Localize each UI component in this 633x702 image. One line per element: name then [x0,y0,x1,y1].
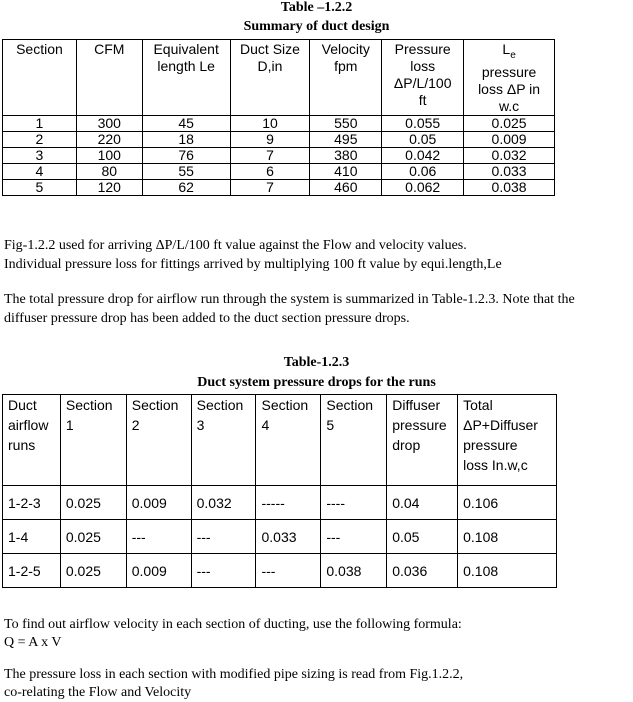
table-row [3,164,555,180]
header-equivalent-length: Equivalent length Le [142,40,230,116]
table-row [3,486,557,520]
duct-system-pressure-drops-table [2,394,557,588]
cell-section-1: 0.025 [60,554,126,588]
cell-duct-size: 7 [230,180,310,196]
header-duct-size: Duct Size D,in [230,40,310,116]
cell-section-3: --- [191,520,256,554]
table-row [3,132,555,148]
cell-diffuser-drop: 0.036 [387,554,458,588]
header-section-3: Section 3 [191,395,256,486]
table-row [3,116,555,132]
cell-pressure-loss: 0.009 [464,132,555,148]
header-section-5: Section 5 [321,395,387,486]
cell-velocity: 410 [310,164,382,180]
cell-velocity: 495 [310,132,382,148]
cell-pressure-loss-100ft: 0.062 [382,180,464,196]
cell-pressure-loss-100ft: 0.042 [382,148,464,164]
paragraph-fig-usage-line2: Individual pressure loss for fittings arrived by multiplying 100 ft value by equi.length,Le [4,257,502,272]
cell-section-2: 0.009 [126,486,191,520]
cell-velocity: 460 [310,180,382,196]
table2-header-row [3,395,557,486]
cell-pressure-loss-100ft: 0.05 [382,132,464,148]
duct-design-summary-table [2,39,555,196]
header-total-pressure-loss: Total ΔP+Diffuser pressure loss In.w,c [458,395,557,486]
cell-pressure-loss: 0.033 [464,164,555,180]
cell-cfm: 300 [76,116,142,132]
paragraph-pressure-loss-line2: co-relating the Flow and Velocity [4,685,192,700]
paragraph-formula: Q = A x V [4,635,62,650]
cell-section: 5 [3,180,77,196]
header-section: Section [3,40,77,116]
table-row [3,148,555,164]
cell-section: 3 [3,148,77,164]
table2-subtitle: Duct system pressure drops for the runs [197,375,436,390]
header-section-pressure-loss: $L_e$ pressure loss ΔP in w.c [464,40,555,116]
cell-velocity: 550 [310,116,382,132]
cell-total-loss: 0.108 [458,520,557,554]
cell-total-loss: 0.108 [458,554,557,588]
table2-title: Table-1.2.3 [283,355,350,370]
cell-section-4: --- [256,554,321,588]
cell-cfm: 80 [76,164,142,180]
table-row [3,520,557,554]
cell-section-2: --- [126,520,191,554]
cell-section-5: ---- [321,486,387,520]
cell-duct-size: 10 [230,116,310,132]
paragraph-total-pressure-line1: The total pressure drop for airflow run through the system is summarized in Table-1.2.3. Note that the [4,292,575,307]
header-duct-airflow-runs: Duct airflow runs [3,395,61,486]
cell-duct-size: 7 [230,148,310,164]
cell-section-3: 0.032 [191,486,256,520]
cell-total-loss: 0.106 [458,486,557,520]
cell-equivalent-length: 62 [142,180,230,196]
cell-equivalent-length: 45 [142,116,230,132]
header-cfm: CFM [76,40,142,116]
cell-section-5: 0.038 [321,554,387,588]
cell-pressure-loss: 0.032 [464,148,555,164]
cell-pressure-loss: 0.025 [464,116,555,132]
cell-cfm: 100 [76,148,142,164]
cell-equivalent-length: 76 [142,148,230,164]
cell-cfm: 220 [76,132,142,148]
cell-velocity: 380 [310,148,382,164]
cell-diffuser-drop: 0.05 [387,520,458,554]
cell-equivalent-length: 55 [142,164,230,180]
header-pressure-loss-per-100ft: Pressure loss ΔP/L/100 ft [382,40,464,116]
header-velocity: Velocity fpm [310,40,382,116]
cell-section: 4 [3,164,77,180]
cell-section-4: 0.033 [256,520,321,554]
cell-section-5: --- [321,520,387,554]
cell-duct-size: 6 [230,164,310,180]
paragraph-formula-intro: To find out airflow velocity in each section of ducting, use the following formula: [4,617,462,632]
cell-cfm: 120 [76,180,142,196]
table1-subtitle: Summary of duct design [243,19,390,34]
paragraph-pressure-loss-line1: The pressure loss in each section with modified pipe sizing is read from Fig.1.2.2, [4,667,464,682]
cell-run: 1-2-3 [3,486,61,520]
cell-pressure-loss: 0.038 [464,180,555,196]
cell-section-1: 0.025 [60,520,126,554]
paragraph-fig-usage-line1: Fig-1.2.2 used for arriving ΔP/L/100 ft value against the Flow and velocity values. [4,238,467,253]
cell-run: 1-4 [3,520,61,554]
cell-diffuser-drop: 0.04 [387,486,458,520]
table-row [3,554,557,588]
cell-pressure-loss-100ft: 0.055 [382,116,464,132]
cell-run: 1-2-5 [3,554,61,588]
header-section-2: Section 2 [126,395,191,486]
cell-duct-size: 9 [230,132,310,148]
cell-section-1: 0.025 [60,486,126,520]
cell-section-2: 0.009 [126,554,191,588]
cell-equivalent-length: 18 [142,132,230,148]
cell-section-3: --- [191,554,256,588]
cell-section: 1 [3,116,77,132]
table-row [3,180,555,196]
header-section-1: Section 1 [60,395,126,486]
header-section-4: Section 4 [256,395,321,486]
paragraph-total-pressure-line2: diffuser pressure drop has been added to the duct section pressure drops. [4,311,410,326]
cell-section-4: ----- [256,486,321,520]
table1-title: Table –1.2.2 [280,0,353,15]
table1-header-row [3,40,555,116]
header-diffuser-pressure-drop: Diffuser pressure drop [387,395,458,486]
cell-section: 2 [3,132,77,148]
cell-pressure-loss-100ft: 0.06 [382,164,464,180]
